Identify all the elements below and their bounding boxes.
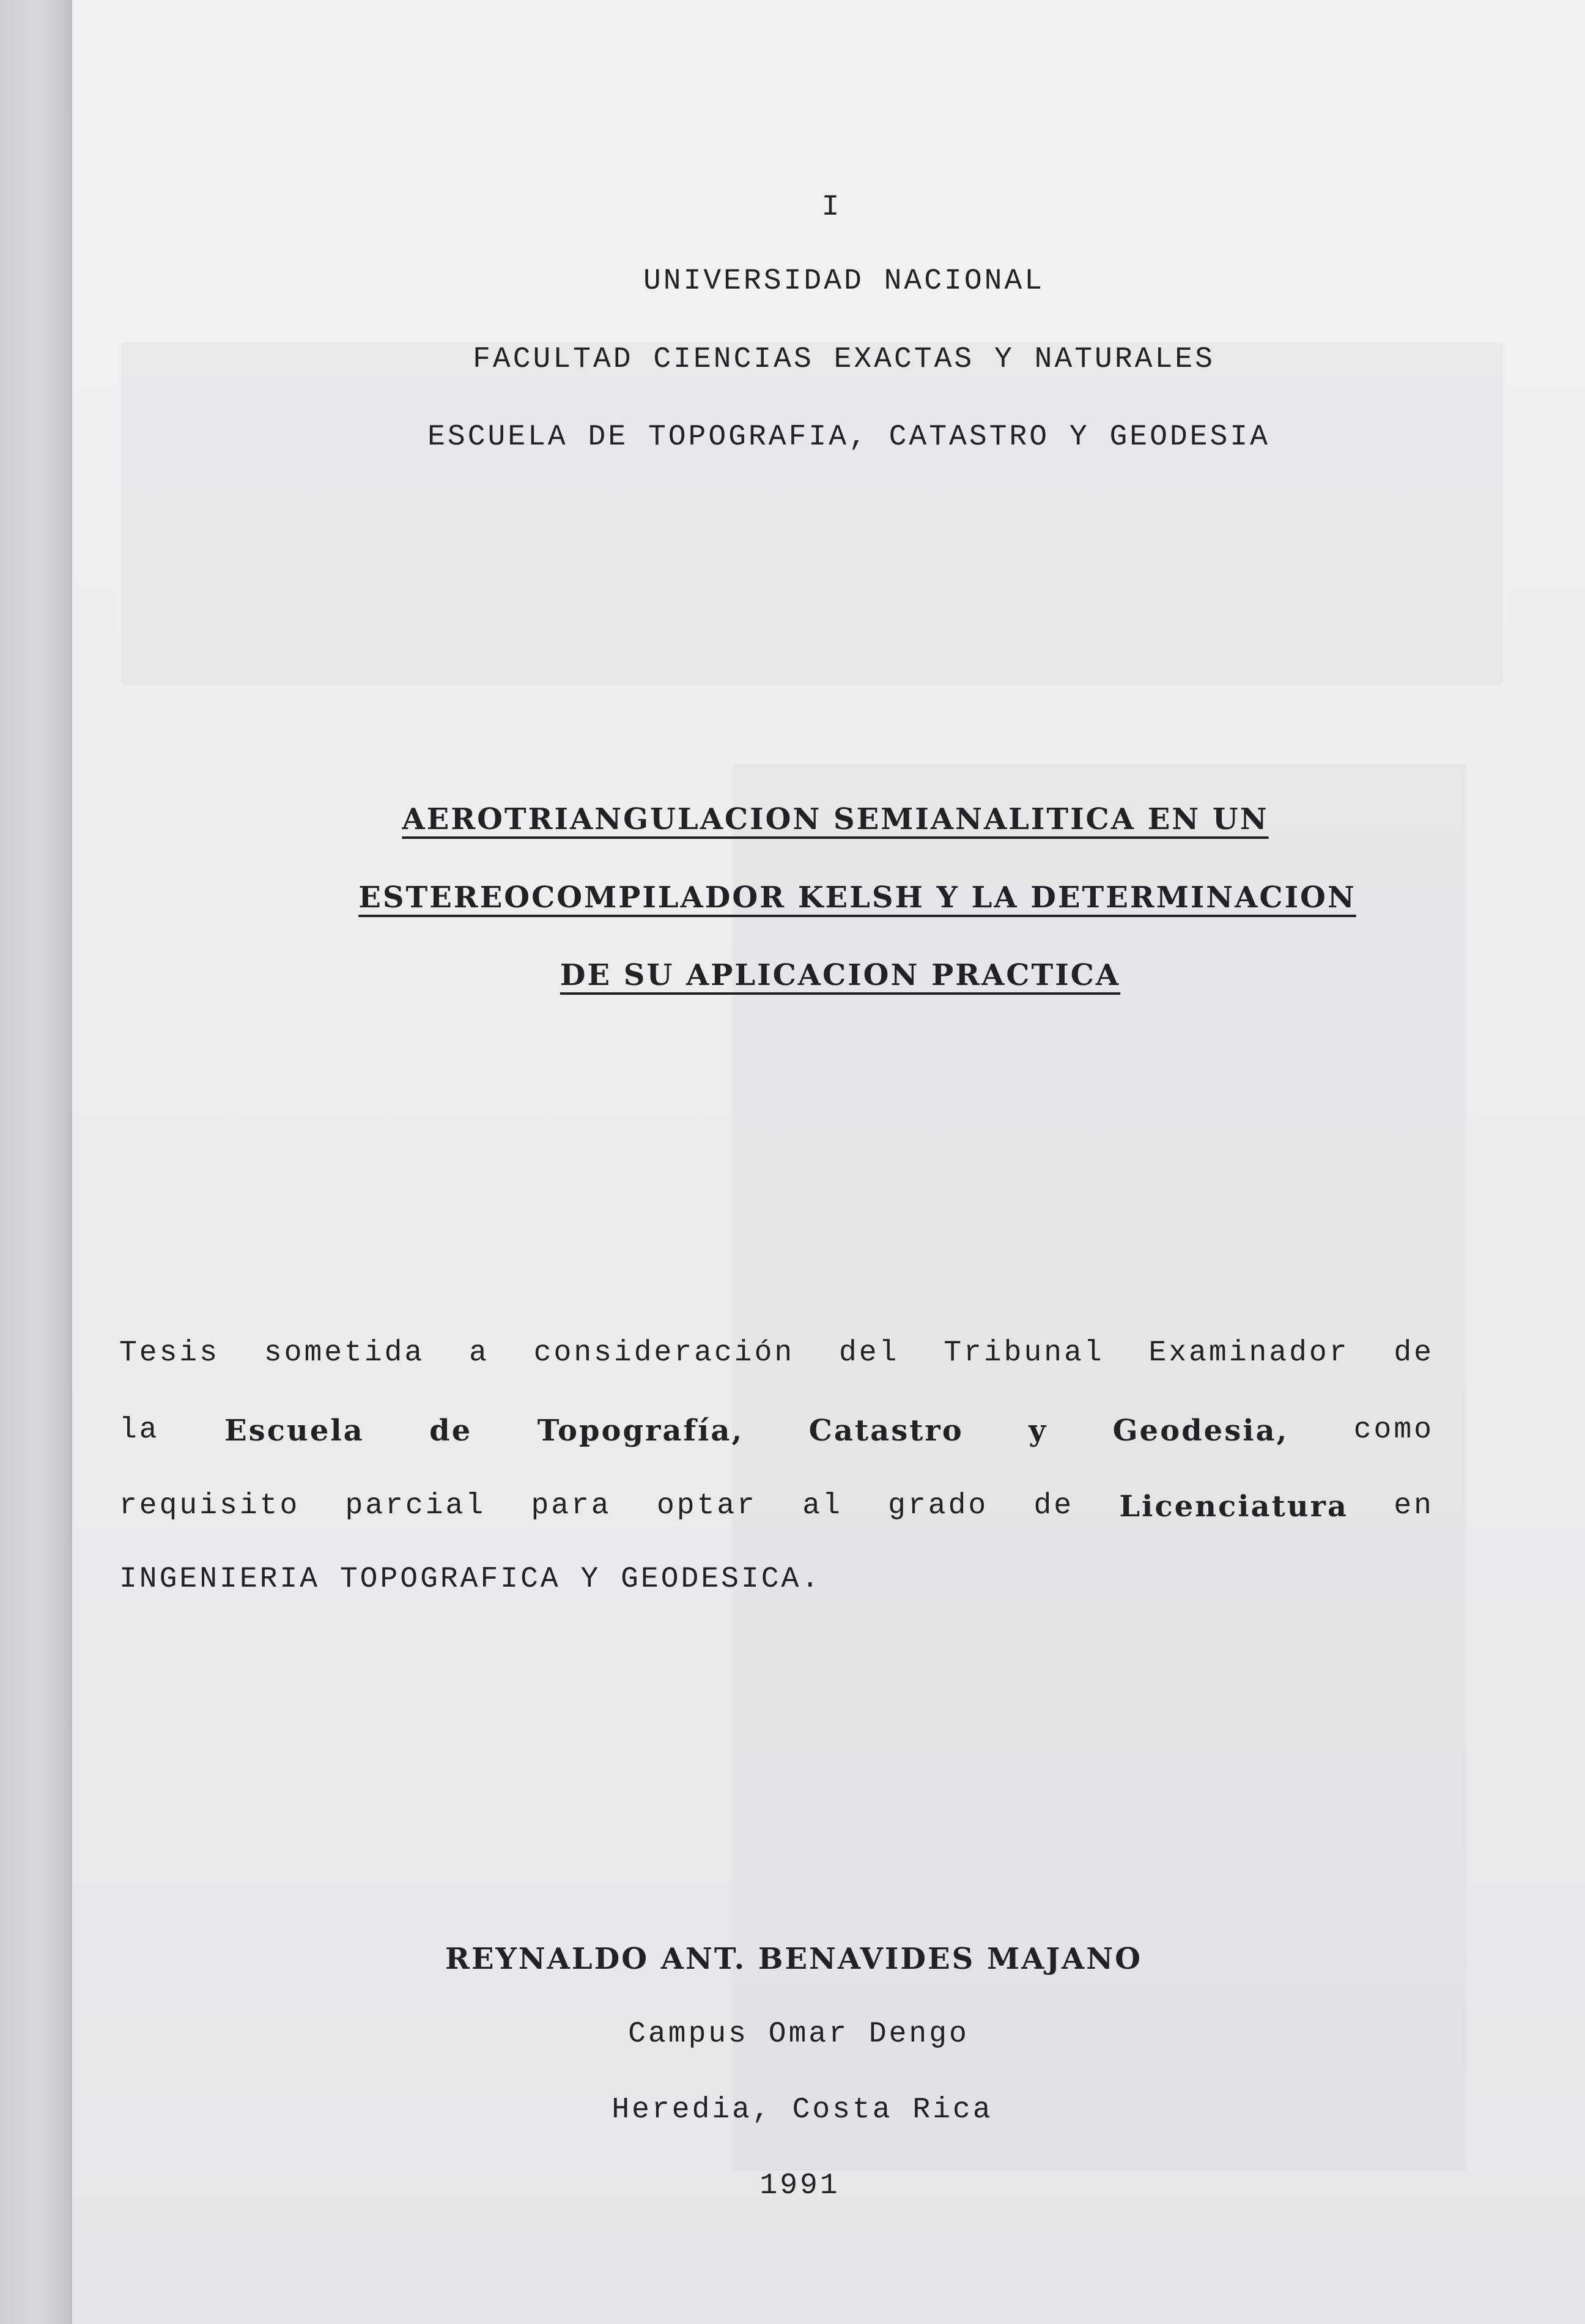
- school-name: ESCUELA DE TOPOGRAFIA, CATASTRO Y GEODESIA: [427, 421, 1270, 454]
- statement-word-bold: de: [429, 1414, 473, 1448]
- statement-word: Tribunal: [944, 1337, 1104, 1370]
- statement-line-2: [119, 1414, 1434, 1448]
- statement-word: grado: [888, 1489, 989, 1522]
- statement-word: en: [1394, 1489, 1434, 1522]
- statement-word: sometida: [264, 1337, 425, 1370]
- statement-word: Examinador: [1148, 1337, 1350, 1370]
- statement-word-bold: y: [1029, 1414, 1048, 1448]
- statement-word: de: [1033, 1489, 1074, 1522]
- statement-word: requisito: [119, 1489, 300, 1522]
- statement-word: como: [1353, 1414, 1434, 1447]
- statement-word-bold: Licenciatura: [1119, 1489, 1349, 1524]
- statement-word: a: [469, 1337, 489, 1370]
- show-through: [121, 342, 1503, 685]
- statement-word: Tesis: [119, 1337, 220, 1370]
- statement-word: al: [802, 1489, 843, 1522]
- statement-word: para: [531, 1489, 611, 1522]
- statement-line-4: INGENIERIA TOPOGRAFICA Y GEODESICA.: [119, 1563, 822, 1596]
- page-number: I: [821, 191, 842, 224]
- location: Heredia, Costa Rica: [611, 2093, 993, 2127]
- statement-word: del: [839, 1337, 900, 1370]
- statement-word-bold: Geodesia,: [1112, 1414, 1289, 1448]
- statement-word-bold: Catastro: [808, 1414, 964, 1448]
- thesis-title-line-3: DE SU APLICACION PRACTICA: [560, 958, 1121, 992]
- statement-word-bold: Topografía,: [537, 1414, 744, 1448]
- author-name: REYNALDO ANT. BENAVIDES MAJANO: [445, 1942, 1142, 1976]
- university-name: UNIVERSIDAD NACIONAL: [643, 265, 1045, 298]
- thesis-title-line-1: AEROTRIANGULACION SEMIANALITICA EN UN: [402, 802, 1269, 836]
- statement-word: optar: [656, 1489, 757, 1522]
- statement-word-bold: Escuela: [224, 1414, 364, 1448]
- statement-word: la: [119, 1414, 160, 1447]
- faculty-name: FACULTAD CIENCIAS EXACTAS Y NATURALES: [473, 343, 1215, 376]
- statement-line-1: [119, 1337, 1434, 1370]
- statement-word: parcial: [345, 1489, 486, 1522]
- statement-word: consideración: [533, 1337, 795, 1370]
- statement-line-3: [119, 1489, 1434, 1524]
- year: 1991: [759, 2169, 840, 2202]
- statement-word: de: [1394, 1337, 1434, 1370]
- campus-name: Campus Omar Dengo: [628, 2018, 969, 2051]
- thesis-title-line-2: ESTEREOCOMPILADOR KELSH Y LA DETERMINACION: [358, 880, 1356, 915]
